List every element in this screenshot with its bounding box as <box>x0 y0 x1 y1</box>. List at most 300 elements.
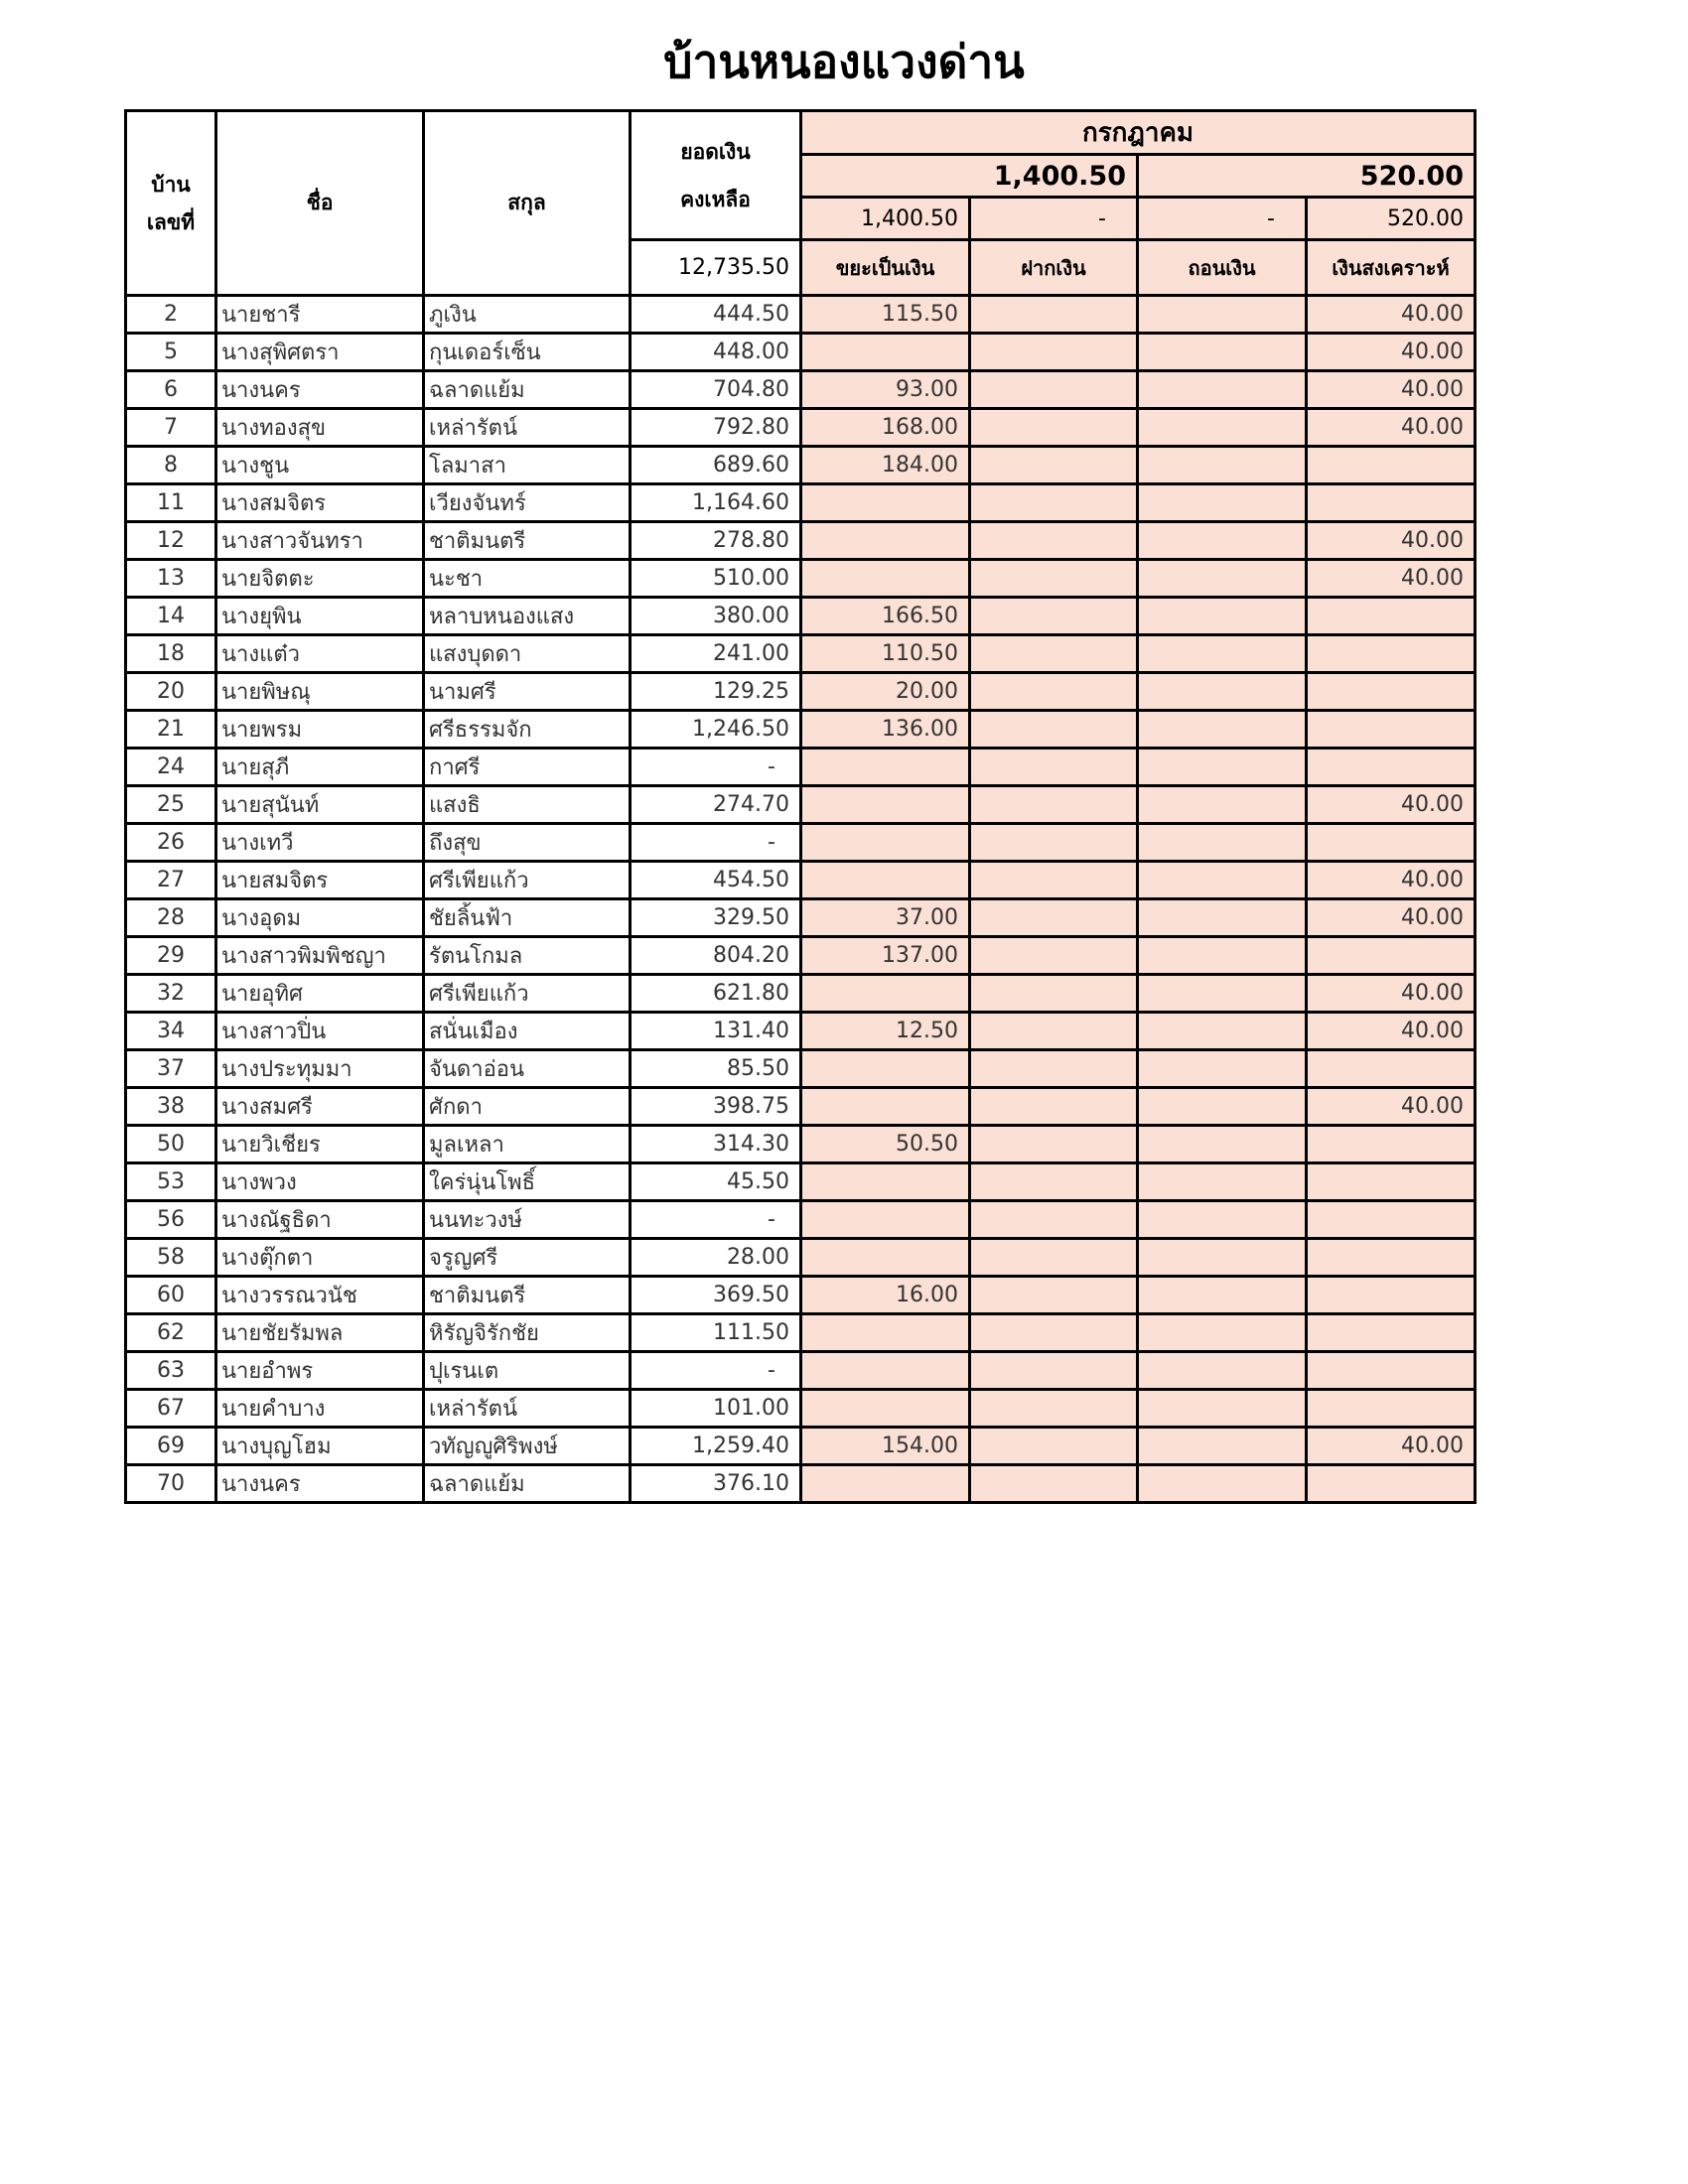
welfare-cell <box>1307 1277 1476 1314</box>
house-no-cell: 60 <box>126 1277 216 1314</box>
last-name-cell: เหล่ารัตน์ <box>424 409 631 447</box>
withdraw-cell <box>1138 296 1307 334</box>
last-name-cell: ศรีเพียแก้ว <box>424 862 631 899</box>
balance-cell: 398.75 <box>631 1088 801 1126</box>
house-no-cell: 28 <box>126 899 216 937</box>
deposit-cell <box>970 899 1138 937</box>
last-name-cell: จันดาอ่อน <box>424 1050 631 1088</box>
balance-cell: 28.00 <box>631 1239 801 1277</box>
table-row <box>126 1352 1476 1390</box>
house-no-cell: 63 <box>126 1352 216 1390</box>
table-row <box>126 296 1476 334</box>
deposit-cell <box>970 334 1138 371</box>
last-name-cell: นะชา <box>424 560 631 598</box>
deposit-cell <box>970 296 1138 334</box>
house-no-cell: 69 <box>126 1428 216 1465</box>
house-no-cell: 53 <box>126 1163 216 1201</box>
deposit-cell <box>970 1163 1138 1201</box>
first-name-cell: นางสาวปิ่น <box>216 1013 424 1050</box>
house-no-cell: 20 <box>126 673 216 711</box>
house-no-cell: 13 <box>126 560 216 598</box>
col-label-welfare: เงินสงเคราะห์ <box>1307 240 1476 296</box>
first-name-cell: นางพวง <box>216 1163 424 1201</box>
balance-cell: 704.80 <box>631 371 801 409</box>
deposit-cell <box>970 1088 1138 1126</box>
waste-cell: 110.50 <box>801 635 970 673</box>
waste-cell <box>801 862 970 899</box>
table-row <box>126 824 1476 862</box>
waste-cell: 184.00 <box>801 447 970 484</box>
group-total-right: 520.00 <box>1138 155 1476 198</box>
house-no-cell: 70 <box>126 1465 216 1503</box>
last-name-cell: กาศรี <box>424 749 631 786</box>
last-name-cell: กุนเดอร์เซ็น <box>424 334 631 371</box>
table-row <box>126 749 1476 786</box>
house-no-cell: 32 <box>126 975 216 1013</box>
table-row <box>126 1201 1476 1239</box>
header-house-no <box>126 111 216 296</box>
table-row <box>126 1013 1476 1050</box>
welfare-cell <box>1307 635 1476 673</box>
welfare-cell <box>1307 937 1476 975</box>
welfare-cell <box>1307 711 1476 749</box>
table-row <box>126 598 1476 635</box>
savings-table <box>124 109 1477 1504</box>
balance-cell: 448.00 <box>631 334 801 371</box>
house-no-cell: 21 <box>126 711 216 749</box>
house-no-cell: 24 <box>126 749 216 786</box>
welfare-cell <box>1307 749 1476 786</box>
withdraw-cell <box>1138 975 1307 1013</box>
first-name-cell: นางสมจิตร <box>216 484 424 522</box>
first-name-cell: นางประทุมมา <box>216 1050 424 1088</box>
col-total-welfare: 520.00 <box>1307 198 1476 240</box>
first-name-cell: นายสุนันท์ <box>216 786 424 824</box>
withdraw-cell <box>1138 1465 1307 1503</box>
house-no-cell: 62 <box>126 1314 216 1352</box>
deposit-cell <box>970 371 1138 409</box>
welfare-cell <box>1307 1239 1476 1277</box>
house-no-cell: 50 <box>126 1126 216 1163</box>
balance-cell: 376.10 <box>631 1465 801 1503</box>
welfare-cell <box>1307 1314 1476 1352</box>
withdraw-cell <box>1138 371 1307 409</box>
last-name-cell: แสงบุดดา <box>424 635 631 673</box>
first-name-cell: นายอุทิศ <box>216 975 424 1013</box>
withdraw-cell <box>1138 1390 1307 1428</box>
deposit-cell <box>970 1314 1138 1352</box>
deposit-cell <box>970 1050 1138 1088</box>
waste-cell: 12.50 <box>801 1013 970 1050</box>
deposit-cell <box>970 1239 1138 1277</box>
waste-cell: 137.00 <box>801 937 970 975</box>
house-no-cell: 25 <box>126 786 216 824</box>
withdraw-cell <box>1138 711 1307 749</box>
balance-cell: 241.00 <box>631 635 801 673</box>
last-name-cell: เวียงจันทร์ <box>424 484 631 522</box>
balance-cell: - <box>631 749 801 786</box>
waste-cell <box>801 1163 970 1201</box>
table-row <box>126 334 1476 371</box>
last-name-cell: หลาบหนองแสง <box>424 598 631 635</box>
first-name-cell: นายพรม <box>216 711 424 749</box>
balance-cell: 804.20 <box>631 937 801 975</box>
waste-cell <box>801 1352 970 1390</box>
last-name-cell: ปุเรนเต <box>424 1352 631 1390</box>
last-name-cell: วทัญญูศิริพงษ์ <box>424 1428 631 1465</box>
house-no-cell: 5 <box>126 334 216 371</box>
first-name-cell: นายสมจิตร <box>216 862 424 899</box>
last-name-cell: ศรีธรรมจัก <box>424 711 631 749</box>
table-row <box>126 1088 1476 1126</box>
table-row <box>126 409 1476 447</box>
table-row <box>126 862 1476 899</box>
header-balance <box>631 111 801 240</box>
first-name-cell: นางแต๋ว <box>216 635 424 673</box>
withdraw-cell <box>1138 1352 1307 1390</box>
welfare-cell <box>1307 1390 1476 1428</box>
house-no-cell: 27 <box>126 862 216 899</box>
deposit-cell <box>970 937 1138 975</box>
waste-cell <box>801 560 970 598</box>
withdraw-cell <box>1138 522 1307 560</box>
first-name-cell: นายชัยรัมพล <box>216 1314 424 1352</box>
balance-cell: - <box>631 824 801 862</box>
withdraw-cell <box>1138 1163 1307 1201</box>
waste-cell <box>801 334 970 371</box>
deposit-cell <box>970 1352 1138 1390</box>
deposit-cell <box>970 447 1138 484</box>
table-row <box>126 1314 1476 1352</box>
welfare-cell: 40.00 <box>1307 560 1476 598</box>
last-name-cell: ฉลาดแย้ม <box>424 371 631 409</box>
first-name-cell: นางนคร <box>216 1465 424 1503</box>
balance-cell: 101.00 <box>631 1390 801 1428</box>
table-row <box>126 899 1476 937</box>
waste-cell: 16.00 <box>801 1277 970 1314</box>
withdraw-cell <box>1138 447 1307 484</box>
welfare-cell: 40.00 <box>1307 862 1476 899</box>
waste-cell: 93.00 <box>801 371 970 409</box>
welfare-cell: 40.00 <box>1307 786 1476 824</box>
last-name-cell: รัตนโกมล <box>424 937 631 975</box>
balance-cell: 1,259.40 <box>631 1428 801 1465</box>
last-name-cell: ชาติมนตรี <box>424 1277 631 1314</box>
house-no-cell: 6 <box>126 371 216 409</box>
deposit-cell <box>970 1201 1138 1239</box>
welfare-cell: 40.00 <box>1307 1088 1476 1126</box>
first-name-cell: นางวรรณวนัช <box>216 1277 424 1314</box>
withdraw-cell <box>1138 937 1307 975</box>
welfare-cell <box>1307 484 1476 522</box>
balance-cell: 131.40 <box>631 1013 801 1050</box>
balance-cell: 510.00 <box>631 560 801 598</box>
table-row <box>126 635 1476 673</box>
first-name-cell: นายสุภี <box>216 749 424 786</box>
deposit-cell <box>970 711 1138 749</box>
last-name-cell: หิรัญจิรักชัย <box>424 1314 631 1352</box>
waste-cell: 166.50 <box>801 598 970 635</box>
last-name-cell: มูลเหลา <box>424 1126 631 1163</box>
deposit-cell <box>970 1013 1138 1050</box>
withdraw-cell <box>1138 560 1307 598</box>
waste-cell: 154.00 <box>801 1428 970 1465</box>
waste-cell <box>801 1088 970 1126</box>
house-no-cell: 11 <box>126 484 216 522</box>
waste-cell <box>801 1050 970 1088</box>
last-name-cell: ชาติมนตรี <box>424 522 631 560</box>
first-name-cell: นายจิตตะ <box>216 560 424 598</box>
withdraw-cell <box>1138 1050 1307 1088</box>
house-no-cell: 38 <box>126 1088 216 1126</box>
withdraw-cell <box>1138 1277 1307 1314</box>
deposit-cell <box>970 560 1138 598</box>
withdraw-cell <box>1138 1239 1307 1277</box>
welfare-cell <box>1307 1126 1476 1163</box>
welfare-cell: 40.00 <box>1307 409 1476 447</box>
deposit-cell <box>970 1465 1138 1503</box>
balance-cell: 129.25 <box>631 673 801 711</box>
deposit-cell <box>970 975 1138 1013</box>
waste-cell <box>801 1390 970 1428</box>
house-no-cell: 14 <box>126 598 216 635</box>
last-name-cell: ศรีเพียแก้ว <box>424 975 631 1013</box>
table-row <box>126 1428 1476 1465</box>
last-name-cell: จรูญศรี <box>424 1239 631 1277</box>
waste-cell: 168.00 <box>801 409 970 447</box>
first-name-cell: นางณัฐธิดา <box>216 1201 424 1239</box>
table-row <box>126 1277 1476 1314</box>
welfare-cell: 40.00 <box>1307 899 1476 937</box>
last-name-cell: ถึงสุข <box>424 824 631 862</box>
welfare-cell <box>1307 1163 1476 1201</box>
deposit-cell <box>970 749 1138 786</box>
col-total-withdraw: - <box>1138 198 1307 240</box>
balance-cell: 274.70 <box>631 786 801 824</box>
table-row <box>126 786 1476 824</box>
deposit-cell <box>970 786 1138 824</box>
house-no-cell: 58 <box>126 1239 216 1277</box>
welfare-cell <box>1307 1201 1476 1239</box>
house-no-cell: 34 <box>126 1013 216 1050</box>
deposit-cell <box>970 484 1138 522</box>
welfare-cell <box>1307 1050 1476 1088</box>
last-name-cell: ภูเงิน <box>424 296 631 334</box>
first-name-cell: นางสาวพิมพิชญา <box>216 937 424 975</box>
balance-cell: 621.80 <box>631 975 801 1013</box>
balance-cell: 278.80 <box>631 522 801 560</box>
header-balance-line2: คงเหลือ <box>680 187 751 211</box>
table-row <box>126 1050 1476 1088</box>
balance-cell: 1,246.50 <box>631 711 801 749</box>
waste-cell <box>801 1201 970 1239</box>
table-row <box>126 1465 1476 1503</box>
col-label-withdraw: ถอนเงิน <box>1138 240 1307 296</box>
welfare-cell <box>1307 598 1476 635</box>
balance-cell: 1,164.60 <box>631 484 801 522</box>
deposit-cell <box>970 1390 1138 1428</box>
group-total-left: 1,400.50 <box>801 155 1138 198</box>
withdraw-cell <box>1138 1013 1307 1050</box>
balance-cell: 380.00 <box>631 598 801 635</box>
last-name-cell: ใคร่นุ่นโพธิ์ <box>424 1163 631 1201</box>
waste-cell <box>801 975 970 1013</box>
header-last-name: สกุล <box>424 111 631 296</box>
page-title: บ้านหนองแวงด่าน <box>663 35 1025 88</box>
header-balance-line1: ยอดเงิน <box>680 139 751 164</box>
withdraw-cell <box>1138 484 1307 522</box>
table-header <box>126 111 1476 296</box>
balance-cell: 689.60 <box>631 447 801 484</box>
col-total-waste: 1,400.50 <box>801 198 970 240</box>
welfare-cell: 40.00 <box>1307 975 1476 1013</box>
first-name-cell: นางบุญโฮม <box>216 1428 424 1465</box>
first-name-cell: นางอุดม <box>216 899 424 937</box>
col-total-deposit: - <box>970 198 1138 240</box>
house-no-cell: 8 <box>126 447 216 484</box>
balance-cell: 369.50 <box>631 1277 801 1314</box>
welfare-cell: 40.00 <box>1307 371 1476 409</box>
waste-cell: 37.00 <box>801 899 970 937</box>
first-name-cell: นางตุ๊กตา <box>216 1239 424 1277</box>
waste-cell <box>801 1465 970 1503</box>
withdraw-cell <box>1138 635 1307 673</box>
deposit-cell <box>970 1126 1138 1163</box>
welfare-cell: 40.00 <box>1307 334 1476 371</box>
table-row <box>126 1239 1476 1277</box>
waste-cell: 136.00 <box>801 711 970 749</box>
withdraw-cell <box>1138 786 1307 824</box>
header-house-no-line1: บ้าน <box>151 172 191 197</box>
last-name-cell: นนทะวงษ์ <box>424 1201 631 1239</box>
balance-cell: - <box>631 1201 801 1239</box>
deposit-cell <box>970 1277 1138 1314</box>
table-row <box>126 1163 1476 1201</box>
withdraw-cell <box>1138 1201 1307 1239</box>
table-row <box>126 975 1476 1013</box>
house-no-cell: 7 <box>126 409 216 447</box>
withdraw-cell <box>1138 1428 1307 1465</box>
withdraw-cell <box>1138 1088 1307 1126</box>
last-name-cell: ศักดา <box>424 1088 631 1126</box>
header-house-no-line2: เลขที่ <box>146 209 196 234</box>
house-no-cell: 67 <box>126 1390 216 1428</box>
balance-cell: 111.50 <box>631 1314 801 1352</box>
deposit-cell <box>970 598 1138 635</box>
first-name-cell: นายคำบาง <box>216 1390 424 1428</box>
balance-cell: 85.50 <box>631 1050 801 1088</box>
welfare-cell <box>1307 1465 1476 1503</box>
welfare-cell <box>1307 673 1476 711</box>
balance-cell: 314.30 <box>631 1126 801 1163</box>
deposit-cell <box>970 862 1138 899</box>
table-row <box>126 560 1476 598</box>
last-name-cell: สนั่นเมือง <box>424 1013 631 1050</box>
first-name-cell: นางทองสุข <box>216 409 424 447</box>
house-no-cell: 56 <box>126 1201 216 1239</box>
first-name-cell: นางนคร <box>216 371 424 409</box>
balance-cell: - <box>631 1352 801 1390</box>
waste-cell <box>801 1314 970 1352</box>
deposit-cell <box>970 824 1138 862</box>
header-month: กรกฎาคม <box>801 111 1476 155</box>
first-name-cell: นายอำพร <box>216 1352 424 1390</box>
table-row <box>126 937 1476 975</box>
first-name-cell: นายชารี <box>216 296 424 334</box>
waste-cell <box>801 749 970 786</box>
balance-cell: 792.80 <box>631 409 801 447</box>
withdraw-cell <box>1138 824 1307 862</box>
waste-cell: 50.50 <box>801 1126 970 1163</box>
deposit-cell <box>970 635 1138 673</box>
waste-cell: 115.50 <box>801 296 970 334</box>
table-row <box>126 522 1476 560</box>
waste-cell <box>801 484 970 522</box>
welfare-cell: 40.00 <box>1307 1428 1476 1465</box>
welfare-cell <box>1307 1352 1476 1390</box>
waste-cell: 20.00 <box>801 673 970 711</box>
first-name-cell: นางสมศรี <box>216 1088 424 1126</box>
house-no-cell: 2 <box>126 296 216 334</box>
waste-cell <box>801 1239 970 1277</box>
balance-cell: 329.50 <box>631 899 801 937</box>
table-row <box>126 711 1476 749</box>
last-name-cell: นามศรี <box>424 673 631 711</box>
first-name-cell: นางเทวี <box>216 824 424 862</box>
table-row <box>126 1390 1476 1428</box>
welfare-cell: 40.00 <box>1307 296 1476 334</box>
withdraw-cell <box>1138 334 1307 371</box>
withdraw-cell <box>1138 598 1307 635</box>
withdraw-cell <box>1138 673 1307 711</box>
welfare-cell <box>1307 824 1476 862</box>
house-no-cell: 37 <box>126 1050 216 1088</box>
balance-total: 12,735.50 <box>631 240 801 296</box>
welfare-cell: 40.00 <box>1307 522 1476 560</box>
house-no-cell: 12 <box>126 522 216 560</box>
header-first-name: ชื่อ <box>216 111 424 296</box>
col-label-deposit: ฝากเงิน <box>970 240 1138 296</box>
last-name-cell: โลมาสา <box>424 447 631 484</box>
deposit-cell <box>970 1428 1138 1465</box>
welfare-cell: 40.00 <box>1307 1013 1476 1050</box>
last-name-cell: เหล่ารัตน์ <box>424 1390 631 1428</box>
withdraw-cell <box>1138 862 1307 899</box>
withdraw-cell <box>1138 899 1307 937</box>
col-label-waste: ขยะเป็นเงิน <box>801 240 970 296</box>
first-name-cell: นางสาวจันทรา <box>216 522 424 560</box>
balance-cell: 444.50 <box>631 296 801 334</box>
waste-cell <box>801 786 970 824</box>
last-name-cell: ชัยลิ้นฟ้า <box>424 899 631 937</box>
house-no-cell: 18 <box>126 635 216 673</box>
table-row <box>126 371 1476 409</box>
withdraw-cell <box>1138 1314 1307 1352</box>
table-body <box>126 296 1476 1503</box>
table-row <box>126 673 1476 711</box>
first-name-cell: นายวิเชียร <box>216 1126 424 1163</box>
table-row <box>126 447 1476 484</box>
waste-cell <box>801 522 970 560</box>
first-name-cell: นางสุพิศตรา <box>216 334 424 371</box>
first-name-cell: นางชูน <box>216 447 424 484</box>
first-name-cell: นางยุพิน <box>216 598 424 635</box>
waste-cell <box>801 824 970 862</box>
welfare-cell <box>1307 447 1476 484</box>
withdraw-cell <box>1138 749 1307 786</box>
withdraw-cell <box>1138 1126 1307 1163</box>
table-row <box>126 484 1476 522</box>
